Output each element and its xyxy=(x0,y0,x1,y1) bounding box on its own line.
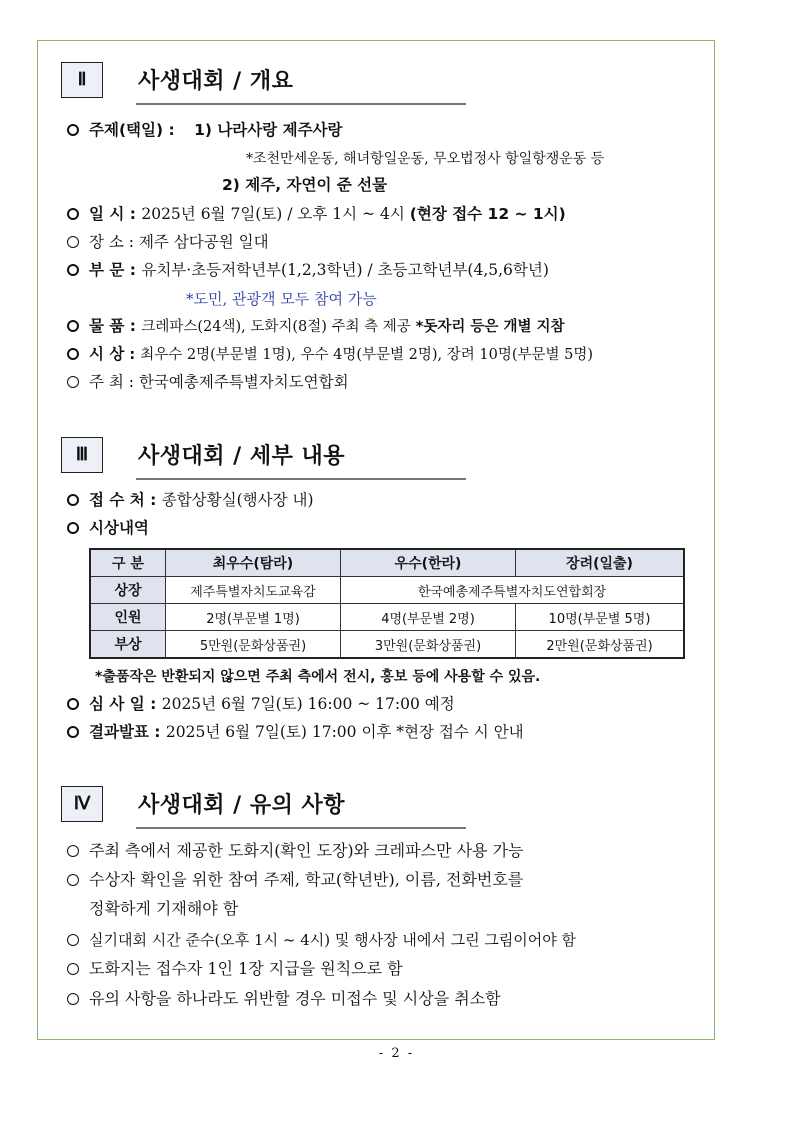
host-label: 주 최 xyxy=(89,373,124,391)
reception-value: 종합상황실(행사장 내) xyxy=(161,491,314,509)
table-header: 우수(한라) xyxy=(341,549,516,577)
section-number: Ⅱ xyxy=(61,62,103,98)
awards-label: 시 상 xyxy=(89,345,125,363)
section-number: Ⅲ xyxy=(61,437,103,473)
section-number: Ⅳ xyxy=(61,786,103,822)
supplies-row: 물 품 : 크레파스(24색), 도화지(8절) 주최 측 제공 *돗자리 등은 개별 지참 xyxy=(67,315,565,338)
supplies-label: 물 품 xyxy=(89,317,125,335)
section-underline xyxy=(136,827,466,829)
host-value: 한국예총제주특별자치도연합회 xyxy=(138,373,349,391)
division-note: *도민, 관광객 모두 참여 가능 xyxy=(186,290,377,308)
reception-row: 접 수 처 : 종합상황실(행사장 내) xyxy=(67,489,314,511)
division-label: 부 문 xyxy=(89,261,125,279)
note-text: 수상자 확인을 위한 참여 주제, 학교(학년반), 이름, 전화번호를 xyxy=(89,870,524,889)
place-row: 장 소 : 제주 삼다공원 일대 xyxy=(67,231,269,253)
exhibit-footnote: *출품작은 반환되지 않으면 주최 측에서 전시, 홍보 등에 사용할 수 있음. xyxy=(95,669,541,685)
awards-table xyxy=(89,548,685,659)
supplies-value: 크레파스(24색), 도화지(8절) 주최 측 제공 xyxy=(141,319,411,335)
result-row: 결과발표 : 2025년 6월 7일(토) 17:00 이후 *현장 접수 시 안내 xyxy=(67,721,524,743)
note-text: 도화지는 접수자 1인 1장 지급을 원칙으로 함 xyxy=(89,959,403,978)
theme-label: 주제(택일) xyxy=(89,121,164,139)
date-value: 2025년 6월 7일(토) / 오후 1시 ~ 4시 xyxy=(141,205,405,223)
list-item xyxy=(67,958,403,980)
page-number: - 2 - xyxy=(378,1046,415,1061)
division-value: 유치부·초등저학년부(1,2,3학년) / 초등고학년부(4,5,6학년) xyxy=(141,261,549,279)
note-text: 주최 측에서 제공한 도화지(확인 도장)와 크레파스만 사용 가능 xyxy=(89,841,524,860)
awards-detail-row xyxy=(67,517,149,539)
table-cell: 2만원(문화상품권) xyxy=(516,631,685,659)
table-cell: 4명(부문별 2명) xyxy=(341,604,516,631)
list-item-continued: 정확하게 기재해야 함 xyxy=(89,899,239,918)
awards-detail-label: 시상내역 xyxy=(89,519,149,537)
judging-row: 심 사 일 : 2025년 6월 7일(토) 16:00 ~ 17:00 예정 xyxy=(67,693,455,715)
judging-value: 2025년 6월 7일(토) 16:00 ~ 17:00 예정 xyxy=(161,695,455,713)
list-item xyxy=(67,929,576,951)
theme-1: 1) 나라사랑 제주사랑 xyxy=(194,121,343,139)
table-header-row xyxy=(90,549,684,577)
place-value: 제주 삼다공원 일대 xyxy=(138,233,269,251)
date-label: 일 시 xyxy=(89,205,125,223)
result-value: 2025년 6월 7일(토) 17:00 이후 *현장 접수 시 안내 xyxy=(165,723,524,741)
table-cell: 2명(부문별 1명) xyxy=(166,604,341,631)
judging-label: 심 사 일 xyxy=(89,695,145,713)
awards-value: 최우수 2명(부문별 1명), 우수 4명(부문별 2명), 장려 10명(부문별 5명) xyxy=(140,347,594,363)
table-cell: 10명(부문별 5명) xyxy=(516,604,685,631)
table-cell: 5만원(문화상품권) xyxy=(166,631,341,659)
result-label: 결과발표 xyxy=(89,723,149,741)
table-cell: 3만원(문화상품권) xyxy=(341,631,516,659)
date-row: 일 시 : 2025년 6월 7일(토) / 오후 1시 ~ 4시 (현장 접수 12 ~ 1시) xyxy=(67,203,566,225)
host-row: 주 최 : 한국예총제주특별자치도연합회 xyxy=(67,371,349,393)
awards-row: 시 상 : 최우수 2명(부문별 1명), 우수 4명(부문별 2명), 장려 10명(부문별 5명) xyxy=(67,343,593,366)
table-cell: 제주특별자치도교육감 xyxy=(166,577,341,604)
table-header: 장려(일출) xyxy=(516,549,685,577)
theme-2: 2) 제주, 자연이 준 선물 xyxy=(222,176,388,194)
note-text: 유의 사항을 하나라도 위반할 경우 미접수 및 시상을 취소함 xyxy=(89,989,501,1008)
reception-label: 접 수 처 xyxy=(89,491,145,509)
supplies-note: *돗자리 등은 개별 지참 xyxy=(415,319,565,335)
section-title: 사생대회 / 세부 내용 xyxy=(138,444,346,469)
table-header: 최우수(탐라) xyxy=(166,549,341,577)
place-label: 장 소 xyxy=(89,233,124,251)
table-cell: 한국예총제주특별자치도연합회장 xyxy=(341,577,685,604)
table-row xyxy=(90,631,684,659)
list-item xyxy=(67,988,501,1010)
list-item xyxy=(67,840,524,862)
section-underline xyxy=(136,478,466,480)
table-row xyxy=(90,577,684,604)
list-item xyxy=(67,869,523,891)
section-title: 사생대회 / 개요 xyxy=(138,69,294,94)
division-row: 부 문 : 유치부·초등저학년부(1,2,3학년) / 초등고학년부(4,5,6학년) xyxy=(67,259,549,281)
section-underline xyxy=(136,103,466,105)
section-title: 사생대회 / 유의 사항 xyxy=(138,793,346,818)
date-reception: (현장 접수 12 ~ 1시) xyxy=(409,205,566,223)
theme-1-note: *조천만세운동, 해녀항일운동, 무오법정사 항일항쟁운동 등 xyxy=(246,151,605,167)
row-label: 부상 xyxy=(90,631,166,659)
table-header: 구 분 xyxy=(90,549,166,577)
table-row xyxy=(90,604,684,631)
note-text: 실기대회 시간 준수(오후 1시 ~ 4시) 및 행사장 내에서 그린 그림이어야 함 xyxy=(89,931,577,949)
theme-row: 주제(택일) : 1) 나라사랑 제주사랑 xyxy=(67,119,343,141)
row-label: 인원 xyxy=(90,604,166,631)
circle-bullet-icon xyxy=(67,124,79,136)
row-label: 상장 xyxy=(90,577,166,604)
